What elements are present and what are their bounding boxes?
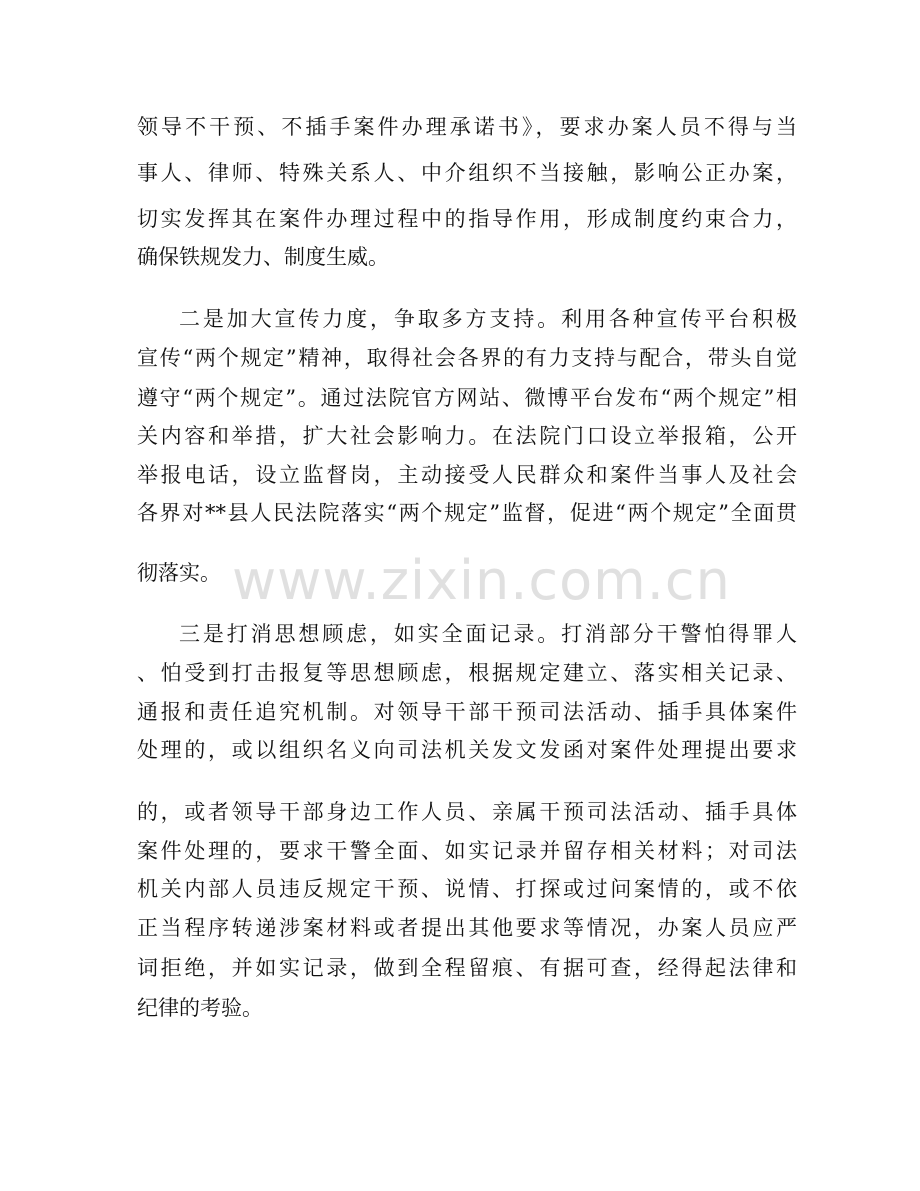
- watermark: www.zixin.com.cn: [232, 549, 731, 612]
- paragraph-3-line-3: 通报和责任追究机制。对领导干部干预司法活动、插手具体案件: [137, 700, 797, 724]
- paragraph-3-line-10: 纪律的考验。: [137, 996, 263, 1020]
- paragraph-2-line-1: 二是加大宣传力度，争取多方支持。利用各种宣传平台积极: [179, 307, 797, 331]
- paragraph-3-line-9: 词拒绝，并如实记录，做到全程留痕、有据可查，经得起法律和: [137, 956, 797, 980]
- paragraph-2-line-4: 关内容和举措，扩大社会影响力。在法院门口设立举报箱，公开: [137, 424, 797, 448]
- paragraph-1-line-3: 切实发挥其在案件办理过程中的指导作用，形成制度约束合力，: [137, 207, 797, 231]
- paragraph-1-line-2: 事人、律师、特殊关系人、中介组织不当接触，影响公正办案，: [137, 161, 797, 185]
- paragraph-3-line-8: 正当程序转递涉案材料或者提出其他要求等情况，办案人员应严: [137, 916, 797, 940]
- paragraph-2-line-3: 遵守“两个规定”。通过法院官方网站、微博平台发布“两个规定”相: [137, 386, 797, 410]
- paragraph-2-line-5: 举报电话，设立监督岗，主动接受人民群众和案件当事人及社会: [137, 463, 797, 487]
- paragraph-2-line-7: 彻落实。: [137, 561, 221, 585]
- paragraph-3-line-6: 案件处理的，要求干警全面、如实记录并留存相关材料；对司法: [137, 839, 797, 863]
- paragraph-3-line-4: 处理的，或以组织名义向司法机关发文发函对案件处理提出要求: [137, 738, 797, 762]
- paragraph-2-line-6: 各界对**县人民法院落实“两个规定”监督，促进“两个规定”全面贯: [137, 501, 797, 525]
- paragraph-3-line-5: 的，或者领导干部身边工作人员、亲属干预司法活动、插手具体: [137, 800, 797, 824]
- paragraph-3-line-1: 三是打消思想顾虑，如实全面记录。打消部分干警怕得罪人: [179, 622, 797, 646]
- paragraph-3-line-2: 、怕受到打击报复等思想顾虑，根据规定建立、落实相关记录、: [137, 661, 797, 685]
- paragraph-3-line-7: 机关内部人员违反规定干预、说情、打探或过问案情的，或不依: [137, 877, 797, 901]
- paragraph-1-line-1: 领导不干预、不插手案件办理承诺书》，要求办案人员不得与当: [137, 115, 797, 139]
- paragraph-2-line-2: 宣传“两个规定”精神，取得社会各界的有力支持与配合，带头自觉: [137, 346, 797, 370]
- paragraph-1-line-4: 确保铁规发力、制度生威。: [137, 245, 389, 269]
